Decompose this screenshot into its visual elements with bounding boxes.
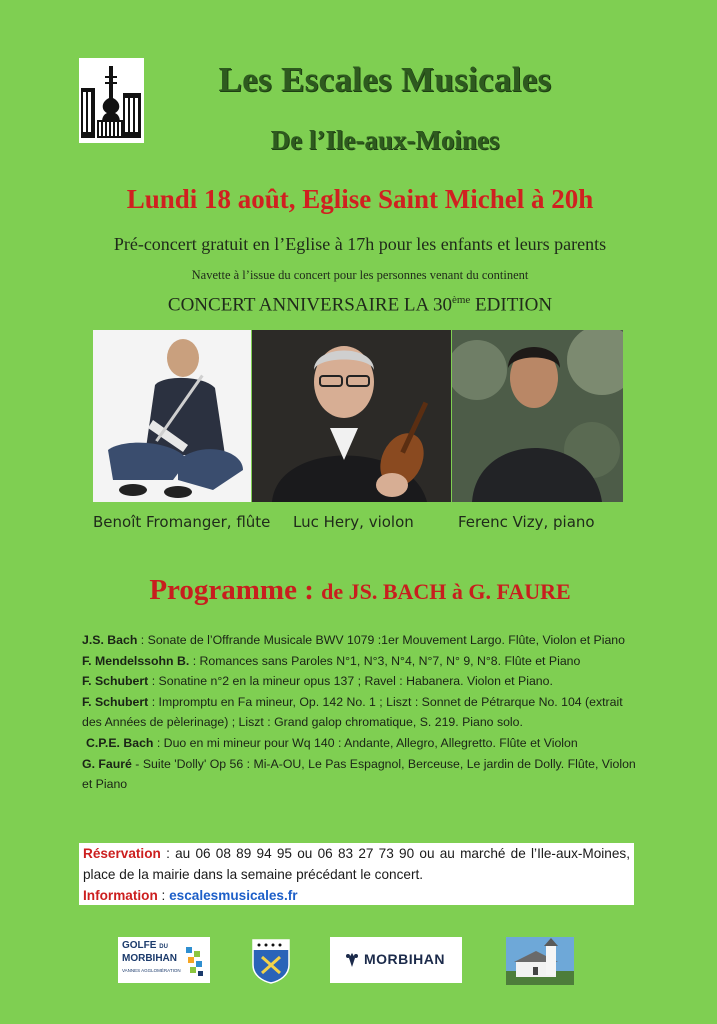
photo-violinist [252,330,451,502]
programme-text: - Suite 'Dolly' Op 56 : Mi-A-OU, Le Pas Espagnol, Berceuse, Le jardin de Dolly. Flûte, Violon et Piano [82,756,636,792]
golfe-line1: GOLFE [122,940,157,951]
programme-item [82,671,644,692]
anniversary-edition: EDITION [470,294,553,316]
photo-flutist [93,330,251,502]
programme-title [40,574,680,607]
caption-pianist: Ferenc Vizy, piano [458,513,595,531]
anniversary-text: CONCERT ANNIVERSAIRE LA 30 [167,294,452,316]
reservation-box [79,843,634,905]
programme-text: : Sonate de l’Offrande Musicale BWV 1079 :1er Mouvement Largo. Flûte, Violon et Piano [137,633,625,647]
page-subtitle: De l’Ile-aux-Moines [270,125,500,155]
programme-text: : Duo en mi mineur pour Wq 140 : Andante, Allegro, Allegretto. Flûte et Violon [153,735,578,750]
golfe-line2: MORBIHAN [122,953,177,964]
programme-text: : Romances sans Paroles N°1, N°3, N°4, N°7, N° 9, N°8. Flûte et Piano [189,653,581,668]
programme-composer: G. Fauré [82,756,132,771]
caption-violinist: Luc Hery, violon [293,513,414,531]
festival-logo [79,58,144,143]
programme-label: Programme : [149,574,322,606]
sponsor-golfe-morbihan [118,937,210,983]
page-title: Les Escales Musicales [218,60,552,99]
sponsor-morbihan [330,937,462,983]
photo-pianist [452,330,623,502]
golfe-line3: VANNES AGGLOMÉRATION [122,968,181,973]
programme-item [82,630,644,651]
sponsor-coat-of-arms [250,937,292,985]
programme-list [82,630,644,795]
violin-keyboard-icon [79,58,144,143]
website-link[interactable]: escalesmusicales.fr [169,888,298,903]
anniversary-sup: ème [451,294,471,306]
church-photo [506,937,574,985]
programme-composer: F. Schubert [82,694,149,709]
church-icon [506,937,574,985]
programme-composer: F. Schubert [82,674,149,689]
golfe-du: DU [159,944,168,950]
programme-text: : Impromptu en Fa mineur, Op. 142 No. 1 ; Liszt : Sonnet de Pétrarque No. 104 (extrait des Années de pèlerinage) ; Liszt : Grand galop chromatique, S. 219. Piano solo. [82,694,623,730]
reservation-text: : au 06 08 89 94 95 ou 06 83 27 73 90 ou au marché de l’Ile-aux-Moines, place de la mairie dans la semaine précédant le concert. [83,846,630,882]
information-separator: : [157,888,170,903]
event-date: Lundi 18 août, Eglise Saint Michel à 20h [126,184,594,214]
mosaic-icon [184,945,206,977]
programme-composer: C.P.E. Bach [86,735,154,750]
anniversary-line [40,294,680,316]
programme-composer: F. Mendelssohn B. [82,653,190,668]
ermine-icon [344,952,360,968]
caption-flutist: Benoît Fromanger, flûte [93,513,271,531]
programme-range: de JS. BACH à G. FAURE [321,579,571,604]
programme-text: : Sonatine n°2 en la mineur opus 137 ; Ravel : Habanera. Violon et Piano. [148,674,553,689]
morbihan-label: MORBIHAN [364,951,445,967]
information-label: Information [83,888,158,903]
reservation-label: Réservation [83,846,161,861]
shuttle-info: Navette à l’issue du concert pour les personnes venant du continent [191,268,529,282]
programme-composer: J.S. Bach [82,633,138,647]
pre-concert-info: Pré-concert gratuit en l’Eglise à 17h pour les enfants et leurs parents [113,234,607,254]
coat-of-arms-icon [250,937,292,985]
programme-item [82,651,644,672]
programme-item [82,754,644,795]
programme-item [82,733,644,754]
programme-item [82,692,644,733]
